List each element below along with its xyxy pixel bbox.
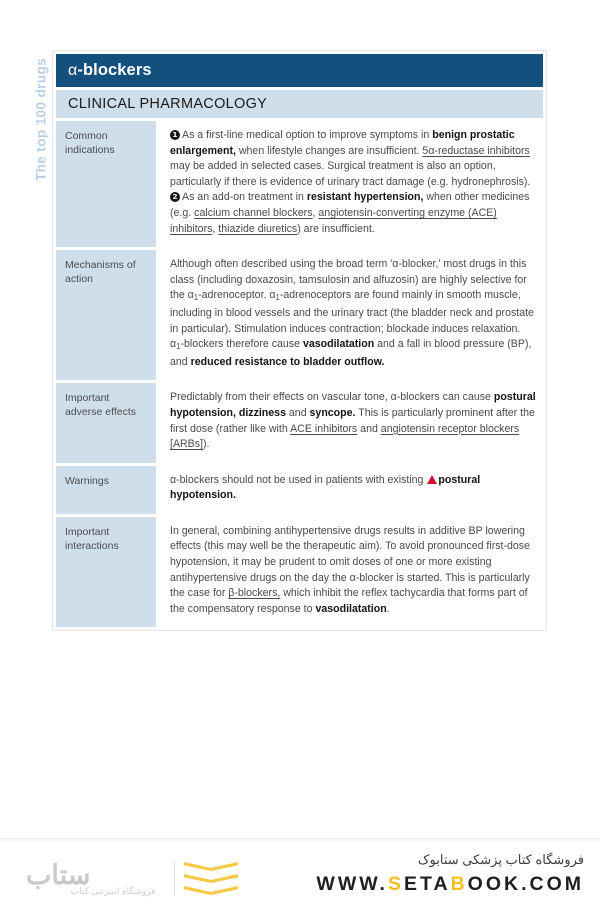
card-section-bar xyxy=(56,90,543,118)
row-label-mechanisms-of-action: Mechanisms of action xyxy=(56,250,156,380)
footer-url-s: S xyxy=(387,873,404,895)
footer-divider xyxy=(0,839,600,842)
row-label-warnings: Warnings xyxy=(56,466,156,514)
page-title-text: -blockers xyxy=(77,61,152,79)
row-body-important-adverse-effects: Predictably from their effects on vascular tone, α-blockers can cause postural hypotension, dizziness and syncope. This is particularly prominent after the first dose (rather like with ACE inhibitors and angiotensin receptor blockers [ARBs]). xyxy=(170,391,536,451)
setabook-logo[interactable] xyxy=(26,849,236,901)
footer-url-b: B xyxy=(450,873,468,895)
footer-url-post: OOK.COM xyxy=(467,873,584,895)
logo-divider xyxy=(174,861,175,895)
row-body-common-indications xyxy=(156,121,543,247)
row-label-common-indications: Common indications xyxy=(56,121,156,247)
table-row xyxy=(56,250,543,380)
section-header-label: CLINICAL PHARMACOLOGY xyxy=(68,96,268,112)
logo-subtitle: فروشگاه اینترنتی کتاب xyxy=(70,886,156,896)
footer-url[interactable] xyxy=(254,873,584,896)
row-body-warnings: α-blockers should not be used in patients with existing postural hypotension. xyxy=(170,473,481,502)
row-body-important-interactions: In general, combining antihypertensive drugs results in additive BP lowering effects (this may well be the therapeutic aim). To avoid pronounced first-dose hypotension, it may be prudent to omit doses of one or more existing antihypertensive drugs on the day the α-blocker is started. This is particularly the case for β-blockers, which inhibit the reflex tachycardia that forms part of the compensatory response to vasodilatation. xyxy=(170,524,530,615)
xref-5alpha-reductase-inhibitors[interactable]: 5α-reductase inhibitors xyxy=(422,144,530,157)
xref-ace-inhibitors[interactable]: angiotensin-converting enzyme (ACE) inhibitors xyxy=(170,206,497,235)
drug-monograph-card xyxy=(52,50,547,631)
warning-triangle-icon xyxy=(427,475,437,484)
bullet-number-1: 1 xyxy=(170,130,180,140)
footer-url-pre: WWW. xyxy=(316,873,388,895)
row-label-important-interactions: Important interactions xyxy=(56,517,156,628)
xref-angiotensin-receptor-blockers[interactable]: angiotensin receptor blockers [ARBs] xyxy=(170,422,520,451)
xref-calcium-channel-blockers[interactable]: calcium channel blockers xyxy=(194,206,313,219)
footer-tagline: فروشگاه کتاب پزشکی ستابوک xyxy=(417,852,584,867)
chevron-down-icon xyxy=(184,886,238,895)
row-body-mechanisms-of-action: Although often described using the broad term 'α-blocker,' most drugs in this class (including doxazosin, tamsulosin and alfuzosin) are highly selective for the $\alpha_1$-adrenoceptor. $\alpha_1$-adrenoceptors are found mainly in smooth muscle, including in blood vessels and the urinary tract (the bladder neck and prostate in particular). Stimulation induces contraction; blockade induces relaxation. $\alpha_1$-blockers therefore cause vasodilatation and a fall in blood pressure (BP), and reduced resistance to bladder outflow. xyxy=(170,258,534,368)
alpha-symbol: α xyxy=(68,62,78,79)
running-head-label: The top 100 drugs xyxy=(33,57,49,182)
table-row xyxy=(56,121,543,247)
bullet-number-2: 2 xyxy=(170,192,180,202)
logo-wordmark: ستاب xyxy=(26,859,91,890)
footer-text-block xyxy=(254,851,584,896)
row-label-important-adverse-effects: Important adverse effects xyxy=(56,383,156,462)
card-title-bar xyxy=(56,54,543,87)
footer-watermark-band xyxy=(0,838,600,908)
table-row xyxy=(56,517,543,628)
xref-ace-inhibitors-2[interactable]: ACE inhibitors xyxy=(290,422,358,435)
table-row xyxy=(56,383,543,462)
chevron-down-icon xyxy=(184,862,238,871)
page-title xyxy=(68,61,152,80)
indication-item-1-text: As a first-line medical option to improve symptoms in benign prostatic enlargement, when lifestyle changes are insufficient. 5α-reductase inhibitors may be added in selected cases. Surgical treatment is also an option, particularly if there is evidence of urinary tract damage (e.g. hydronephrosis). xyxy=(170,129,531,188)
xref-thiazide-diuretics[interactable]: thiazide diuretics xyxy=(218,222,298,235)
table-row xyxy=(56,466,543,514)
xref-beta-blockers[interactable]: β-blockers, xyxy=(228,587,281,600)
footer-url-eta: ETA xyxy=(404,873,451,895)
indication-item-2-text: As an add-on treatment in resistant hypertension, when other medicines (e.g. calcium channel blockers, angiotensin-converting enzyme (ACE) inhibitors, thiazide diuretics) are insufficient. xyxy=(170,191,530,235)
chevron-stack-icon xyxy=(184,862,240,896)
chevron-down-icon xyxy=(184,874,238,883)
